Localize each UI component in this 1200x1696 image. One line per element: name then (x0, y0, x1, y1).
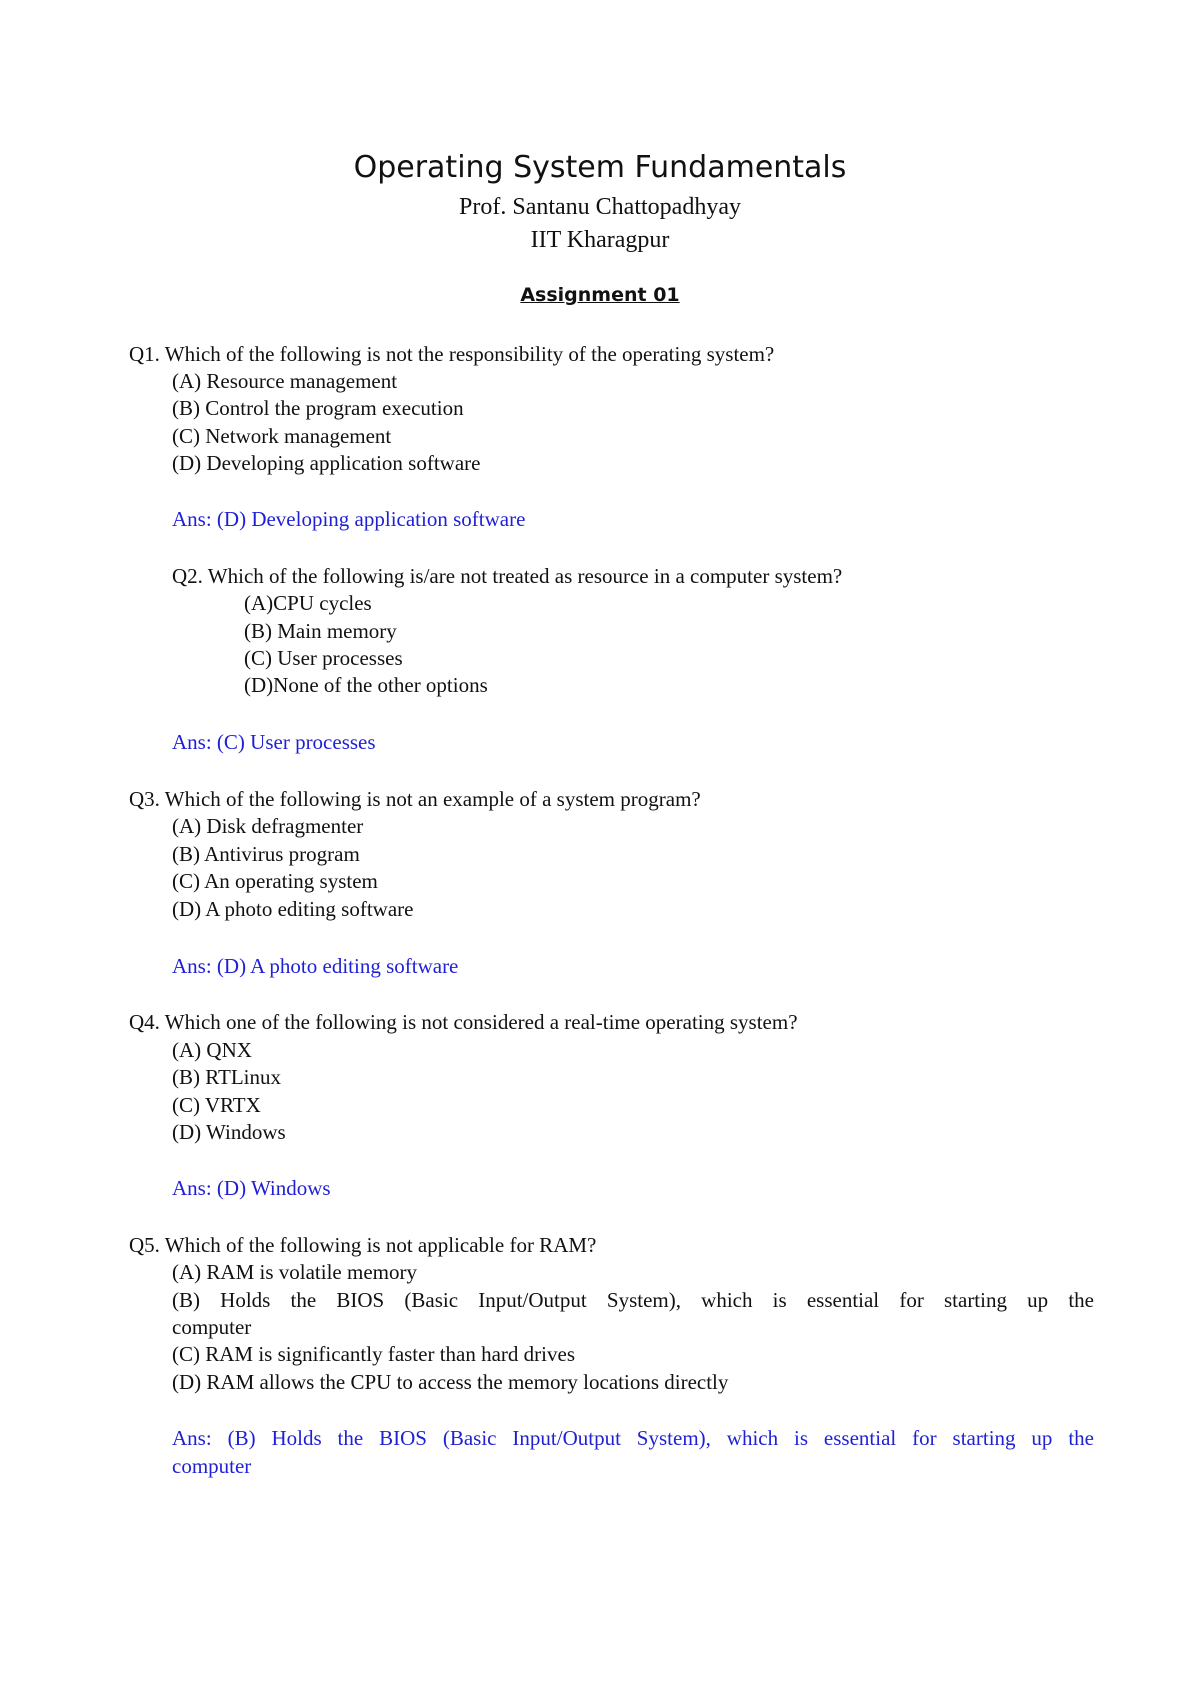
question-text: Q5. Which of the following is not applicable for RAM? (129, 1233, 597, 1257)
author-name: Prof. Santanu Chattopadhyay (459, 194, 741, 220)
option-item: (D) Developing application software (172, 451, 481, 475)
answer-text: Ans: (B) Holds the BIOS (Basic Input/Output System), which is essential for starting up the (172, 1426, 1094, 1450)
option-item: (C) User processes (244, 646, 403, 670)
option-item: (D) Windows (172, 1120, 286, 1144)
option-item: (A) RAM is volatile memory (172, 1260, 417, 1284)
answer-text-continuation: computer (172, 1454, 252, 1478)
option-item: (C) VRTX (172, 1093, 261, 1117)
answer-text: Ans: (D) Windows (172, 1176, 331, 1200)
institute-name: IIT Kharagpur (530, 227, 670, 253)
option-item: (A) Disk defragmenter (172, 814, 364, 838)
assignment-heading: Assignment 01 (520, 284, 680, 306)
answer-text: Ans: (D) Developing application software (172, 507, 526, 531)
option-item: (D)None of the other options (244, 673, 488, 697)
option-item: (C) RAM is significantly faster than hard drives (172, 1342, 575, 1366)
option-item: (D) A photo editing software (172, 897, 414, 921)
option-item: (A) QNX (172, 1038, 252, 1062)
answer-text: Ans: (C) User processes (172, 730, 376, 754)
option-item: (A) Resource management (172, 369, 398, 393)
answer-text: Ans: (D) A photo editing software (172, 954, 459, 978)
question-text: Q4. Which one of the following is not considered a real-time operating system? (129, 1010, 798, 1034)
option-item: (B) Control the program execution (172, 396, 464, 420)
option-item: (C) Network management (172, 424, 392, 448)
question-text: Q2. Which of the following is/are not treated as resource in a computer system? (172, 564, 843, 588)
option-item: (A)CPU cycles (244, 591, 372, 615)
option-item: (D) RAM allows the CPU to access the memory locations directly (172, 1370, 729, 1394)
question-text: Q1. Which of the following is not the responsibility of the operating system? (129, 342, 775, 366)
question-text: Q3. Which of the following is not an example of a system program? (129, 787, 701, 811)
option-item: (B) Main memory (244, 619, 397, 643)
option-item: (B) Antivirus program (172, 842, 360, 866)
option-item: (B) RTLinux (172, 1065, 281, 1089)
option-item: (B) Holds the BIOS (Basic Input/Output System), which is essential for starting up the (172, 1288, 1094, 1312)
option-item: (C) An operating system (172, 869, 378, 893)
document-title: Operating System Fundamentals (353, 150, 847, 185)
option-item-continuation: computer (172, 1315, 252, 1339)
